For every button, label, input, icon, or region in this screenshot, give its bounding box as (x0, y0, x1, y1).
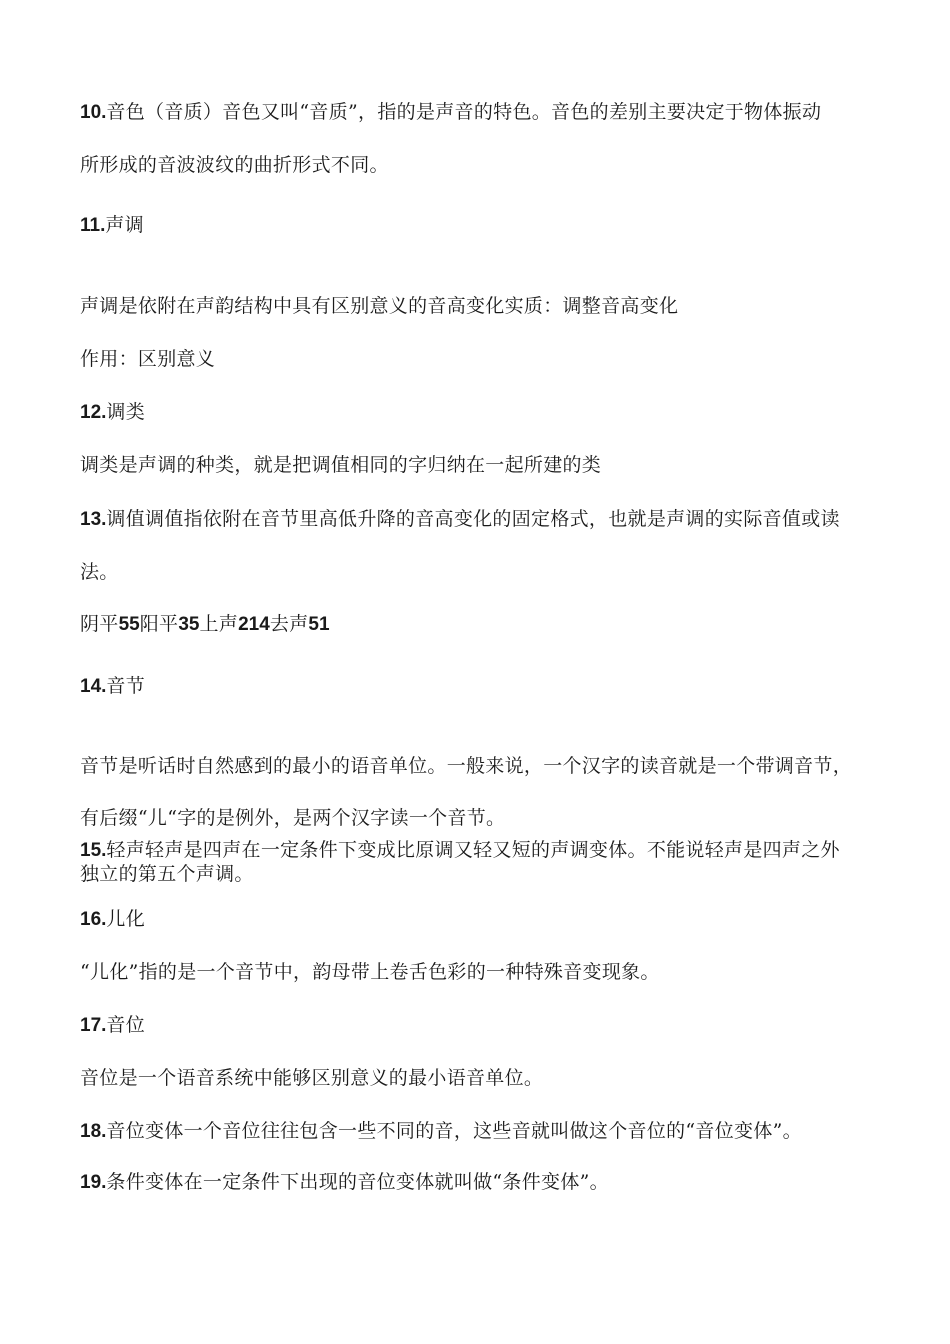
item-10-text: 音色（音质）音色又叫“音质”，指的是声音的特色。音色的差别主要决定于物体振动 (106, 101, 822, 123)
item-19-text: 条件变体在一定条件下出现的音位变体就叫做“条件变体”。 (106, 1171, 609, 1193)
item-19-line (80, 1170, 609, 1195)
item-16-number: 16. (80, 909, 107, 930)
item-11-number: 11. (80, 215, 106, 236)
item-17-definition: 音位是一个语音系统中能够区别意义的最小语音单位。 (80, 1067, 544, 1089)
item-13-line-1 (80, 507, 840, 532)
item-16-definition: “儿化”指的是一个音节中，韵母带上卷舌色彩的一种特殊音变现象。 (80, 961, 660, 983)
tone-name-shangsheng: 上声 (199, 613, 239, 635)
item-11-definition: 声调是依附在声韵结构中具有区别意义的音高变化实质：调整音高变化 (80, 295, 679, 317)
item-17-number: 17. (80, 1015, 107, 1036)
item-15-number: 15. (80, 840, 107, 861)
item-11-heading (80, 213, 144, 238)
item-13-line-2: 法。 (80, 561, 119, 583)
item-13-text: 调值调值指依附在音节里高低升降的音高变化的固定格式，也就是声调的实际音值或读 (106, 508, 840, 530)
tone-value-shangsheng: 214 (238, 614, 270, 635)
item-15-text: 轻声轻声是四声在一定条件下变成比原调又轻又短的声调变体。不能说轻声是四声之外 (106, 839, 840, 861)
tone-value-qusheng: 51 (308, 614, 330, 635)
item-10-number: 10. (80, 102, 107, 123)
item-15-line-2: 独立的第五个声调。 (80, 863, 254, 885)
tone-value-yinping: 55 (118, 614, 140, 635)
item-18-line (80, 1119, 802, 1144)
item-10-line-1 (80, 100, 821, 125)
item-14-title: 音节 (106, 675, 146, 697)
item-18-number: 18. (80, 1121, 107, 1142)
tone-values-line (80, 612, 330, 637)
item-17-heading (80, 1013, 145, 1038)
item-17-title: 音位 (106, 1014, 146, 1036)
tone-name-yinping: 阴平 (80, 613, 119, 635)
item-12-title: 调类 (106, 401, 146, 423)
tone-name-yangping: 阳平 (139, 613, 179, 635)
item-10-line-2: 所形成的音波波纹的曲折形式不同。 (80, 154, 389, 176)
tone-name-qusheng: 去声 (269, 613, 309, 635)
tone-value-yangping: 35 (178, 614, 200, 635)
item-19-number: 19. (80, 1172, 107, 1193)
item-11-function: 作用：区别意义 (80, 348, 216, 370)
item-14-line-2: 有后缀“儿“字的是例外，是两个汉字读一个音节。 (80, 807, 506, 829)
item-11-title: 声调 (105, 214, 144, 236)
item-12-heading (80, 400, 145, 425)
item-12-number: 12. (80, 402, 107, 423)
item-12-definition: 调类是声调的种类，就是把调值相同的字归纳在一起所建的类 (80, 454, 602, 476)
item-18-text: 音位变体一个音位往往包含一些不同的音，这些音就叫做这个音位的“音位变体”。 (106, 1120, 802, 1142)
item-14-heading (80, 674, 145, 699)
item-15-line-1 (80, 838, 840, 863)
item-14-number: 14. (80, 676, 107, 697)
item-13-number: 13. (80, 509, 107, 530)
item-16-heading (80, 907, 145, 932)
item-14-line-1: 音节是听话时自然感到的最小的语音单位。一般来说，一个汉字的读音就是一个带调音节， (80, 755, 853, 777)
item-16-title: 儿化 (106, 908, 146, 930)
